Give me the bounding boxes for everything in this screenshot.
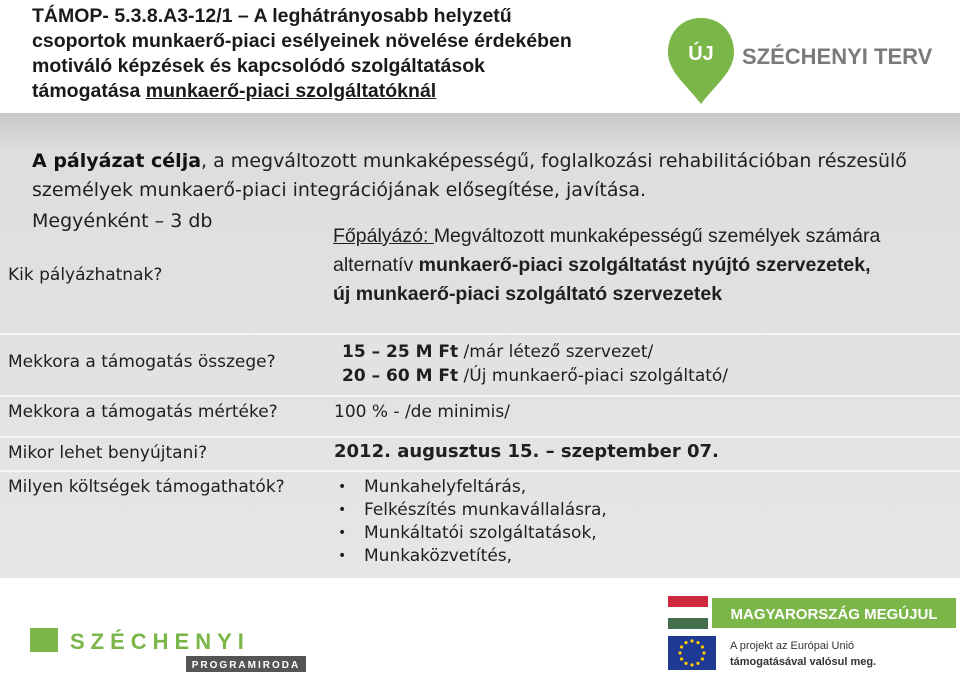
logo-spacer	[30, 656, 182, 672]
who-answer	[333, 222, 953, 309]
list-item-label: Munkahelyfeltárás,	[364, 477, 527, 497]
logo-subtext: PROGRAMIRODA	[191, 660, 301, 671]
amount-note: /Új munkaerő-piaci szolgáltató/	[458, 366, 729, 386]
deadline-answer: 2012. augusztus 15. – szeptember 07.	[334, 441, 719, 462]
who-lead: Főpályázó:	[333, 225, 434, 247]
amount-answer	[342, 340, 728, 388]
divider	[0, 333, 960, 335]
amount-value: 20 – 60 M Ft	[342, 366, 459, 386]
flag-stripe-green	[668, 618, 708, 629]
goal-text: , a megváltozott munkaképességű, foglalkozási rehabilitációban részesülő személyek munkaerő-piaci integrációjának elősegítése, javítása.	[32, 150, 907, 201]
who-text-bold: munkaerő-piaci szolgáltatást nyújtó szervezetek,	[418, 254, 871, 276]
eu-text: A projekt az Európai Unió	[730, 640, 855, 652]
amount-line	[342, 340, 728, 364]
banner-text: MAGYARORSZÁG MEGÚJUL	[730, 606, 938, 623]
title-text: támogatása	[32, 80, 146, 102]
rate-question: Mekkora a támogatás mértéke?	[8, 402, 278, 422]
who-text: alternatív	[333, 254, 419, 276]
magyarorszag-megujul-eu-logo	[668, 592, 958, 682]
goal-paragraph	[32, 147, 932, 205]
divider	[0, 436, 960, 438]
flag-stripe-red	[668, 596, 708, 607]
list-item	[334, 522, 607, 545]
logo-text: SZÉCHENYI	[70, 629, 250, 654]
who-text: Megváltozott munkaképességű személyek számára	[433, 225, 881, 247]
costs-list	[334, 476, 607, 568]
who-line: új munkaerő-piaci szolgáltató szervezetek	[333, 283, 723, 305]
costs-question: Milyen költségek támogathatók?	[8, 477, 285, 497]
flag-stripe-white	[668, 607, 708, 618]
amount-value: 15 – 25 M Ft	[342, 342, 459, 362]
list-item-label: Munkáltatói szolgáltatások,	[364, 523, 597, 543]
logo-square	[30, 628, 58, 652]
logo-text: SZÉCHENYI TERV	[742, 44, 933, 69]
rate-answer: 100 % - /de minimis/	[334, 402, 510, 422]
amount-note: /már létező szervezet/	[458, 342, 654, 362]
divider	[0, 470, 960, 472]
amount-question: Mekkora a támogatás összege?	[8, 352, 276, 372]
title-link: munkaerő-piaci szolgáltatóknál	[145, 80, 437, 102]
uj-szechenyi-terv-logo	[664, 10, 954, 105]
bullet-icon: •	[338, 479, 347, 495]
amount-line	[342, 364, 728, 388]
who-question: Kik pályázhatnak?	[8, 265, 163, 285]
list-item	[334, 545, 607, 568]
title-line: motiváló képzések és kapcsolódó szolgáltatások	[32, 55, 486, 77]
who-line	[333, 251, 953, 280]
goal-lead: A pályázat célja	[32, 150, 202, 172]
bullet-icon: •	[338, 502, 347, 518]
list-item	[334, 476, 607, 499]
logo-mark: ÚJ	[688, 43, 714, 65]
count-note: Megyénként – 3 db	[32, 210, 213, 232]
title-line: TÁMOP- 5.3.8.A3-12/1 – A leghátrányosabb helyzetű	[32, 5, 512, 27]
title-line	[32, 79, 672, 104]
bullet-icon: •	[338, 548, 347, 564]
list-item	[334, 499, 607, 522]
divider	[0, 395, 960, 397]
deadline-question: Mikor lehet benyújtani?	[8, 443, 208, 463]
list-item-label: Felkészítés munkavállalásra,	[364, 500, 607, 520]
list-item-label: Munkaközvetítés,	[364, 546, 513, 566]
who-line	[333, 222, 953, 251]
title-line: csoportok munkaerő-piaci esélyeinek növelése érdekében	[32, 30, 572, 52]
bullet-icon: •	[338, 525, 347, 541]
szechenyi-programiroda-logo	[30, 628, 310, 676]
eu-text: támogatásával valósul meg.	[730, 656, 877, 668]
page-title	[32, 4, 672, 104]
